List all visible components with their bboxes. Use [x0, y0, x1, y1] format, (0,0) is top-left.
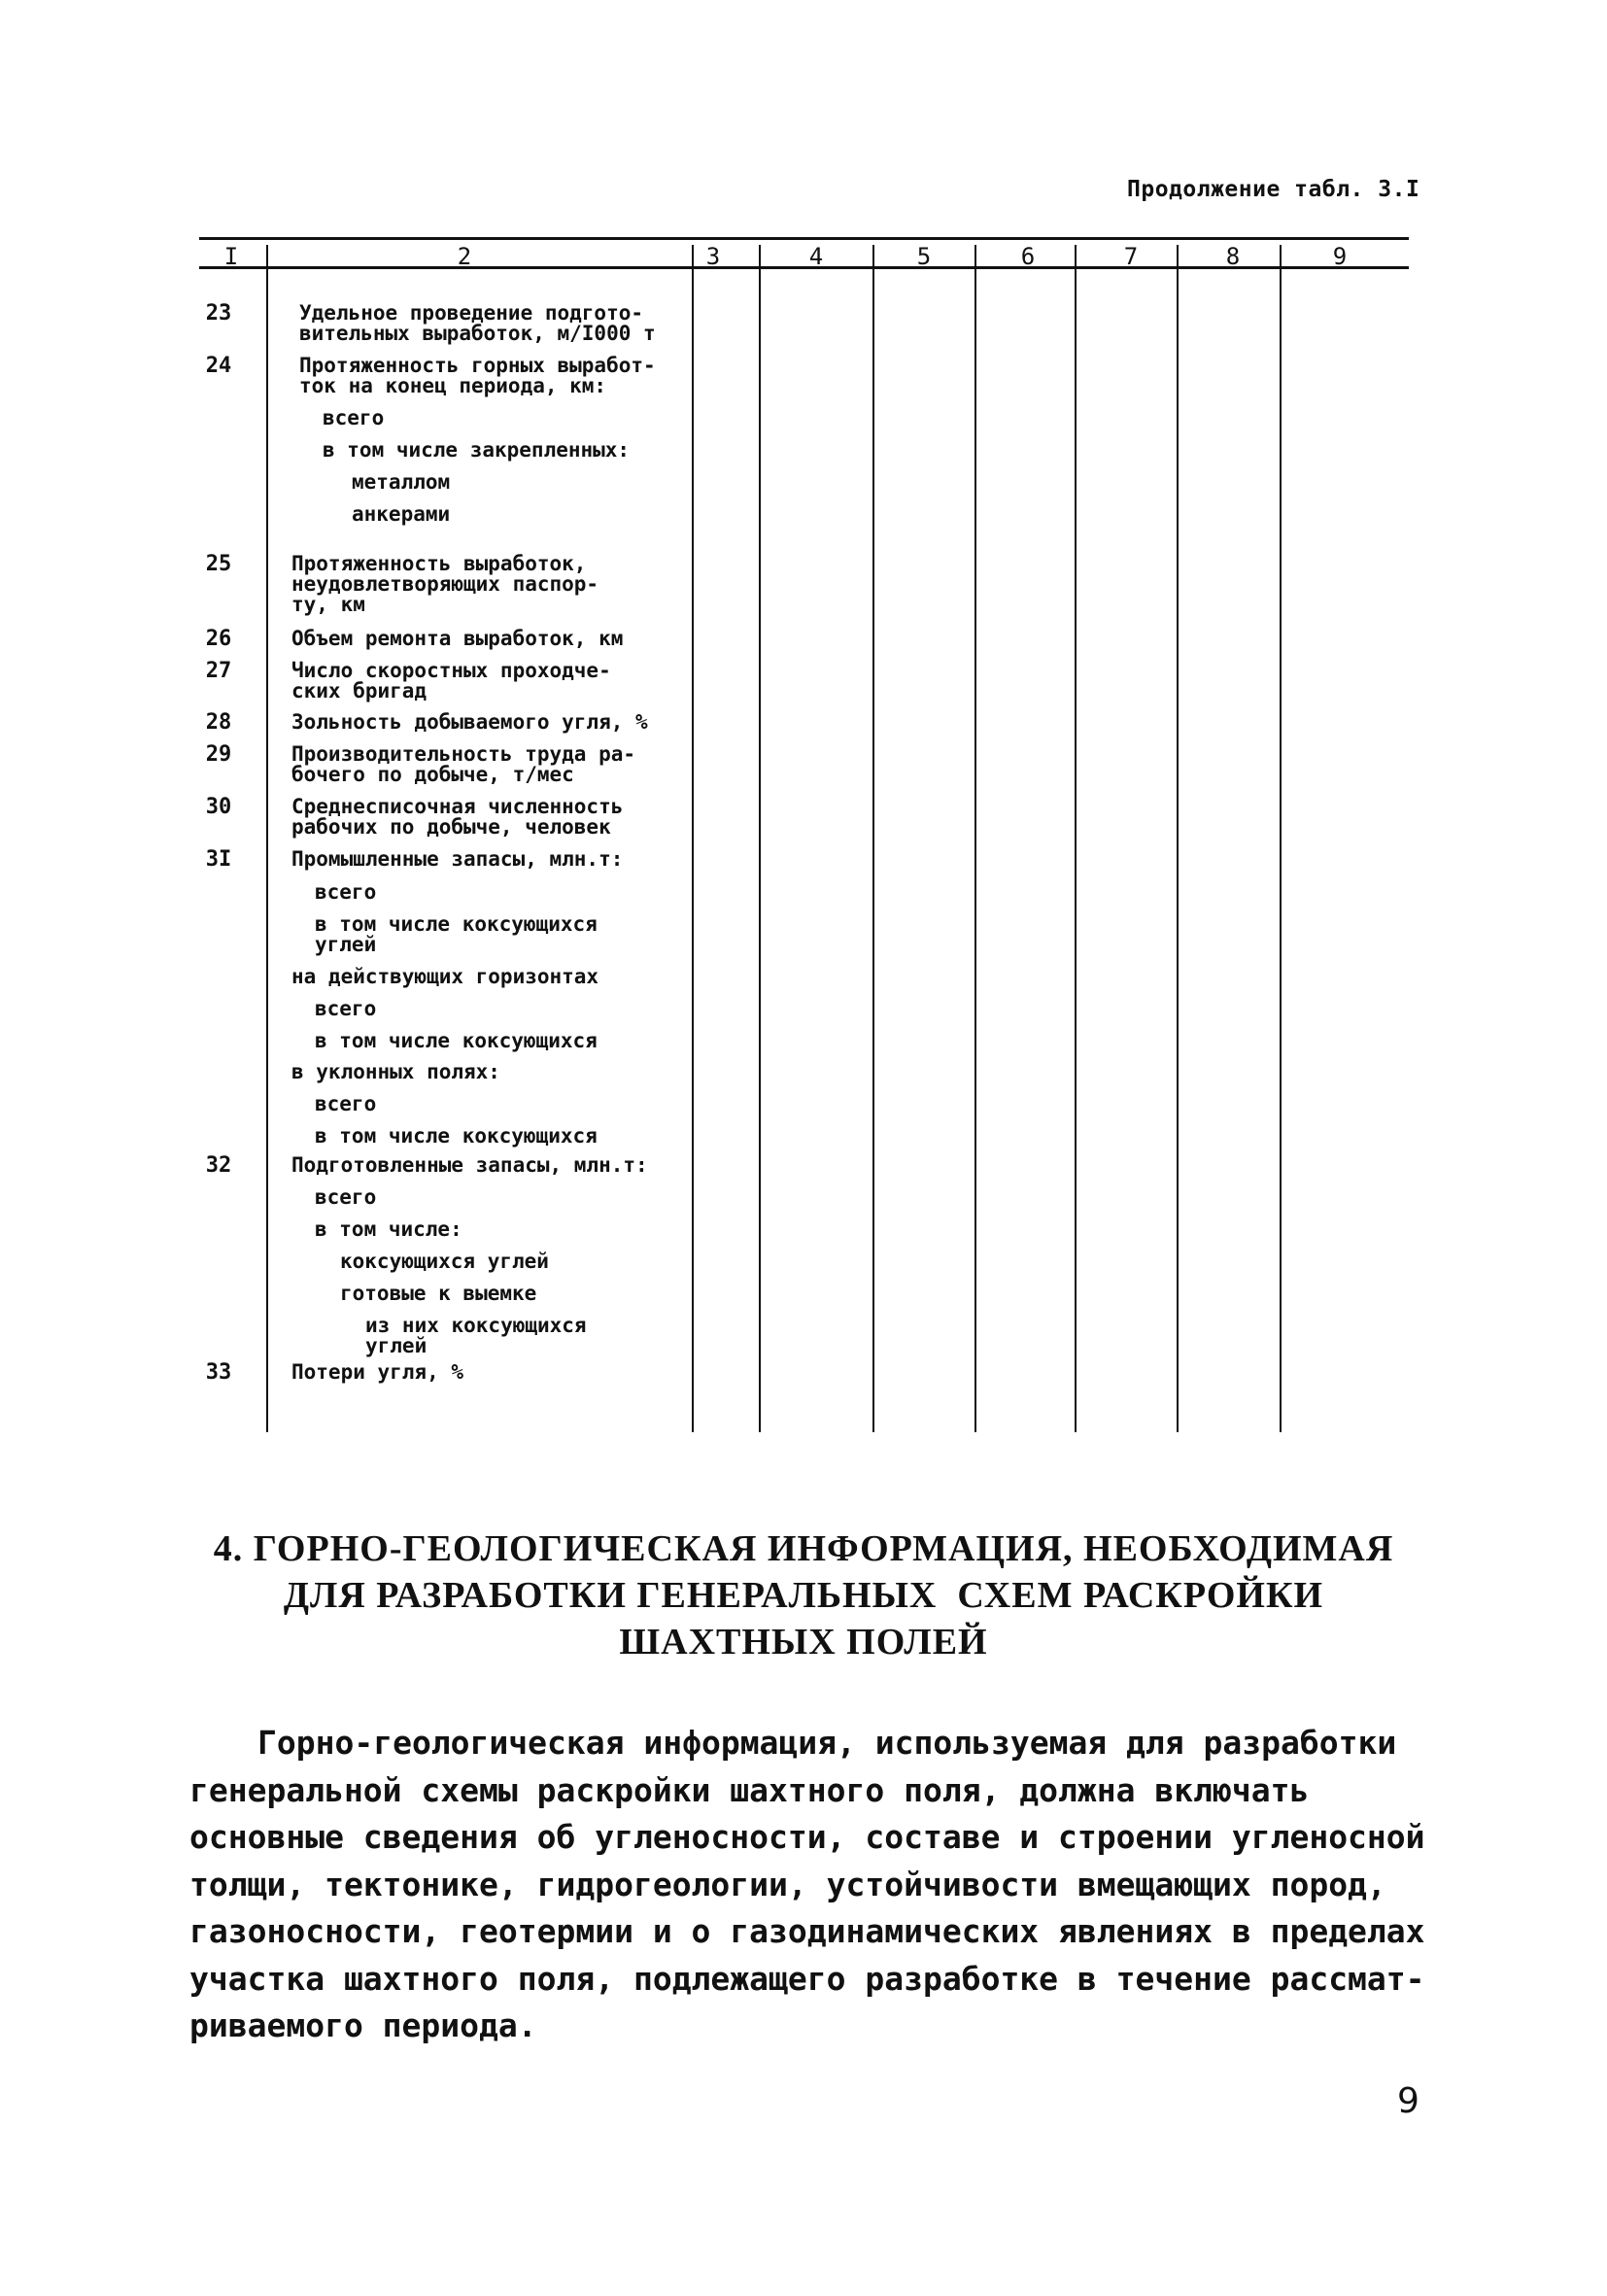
table-row-label: Протяженность выработок, неудовлетворяющих паспор- ту, км: [291, 552, 599, 616]
paragraph-line: Горно-геологическая информация, используемая для разработки: [257, 1724, 1397, 1762]
table-continuation-caption: Продолжение табл. 3.I: [1127, 177, 1420, 202]
column-header: 4: [808, 243, 824, 270]
table-row-label: Производительность труда ра- бочего по добыче, т/мес: [291, 742, 636, 786]
table-row-label: металлом: [352, 470, 451, 494]
table-row-label: Зольность добываемого угля, %: [291, 710, 648, 734]
table-row-label: Объем ремонта выработок, км: [291, 627, 624, 650]
table-row-label: Число скоростных проходче- ских бригад: [291, 659, 611, 703]
table-row-label: анкерами: [352, 502, 451, 526]
column-divider: [872, 245, 874, 1432]
row-number: 33: [205, 1360, 232, 1385]
table-row-label: в том числе закрепленных:: [323, 438, 631, 462]
table-row-label: в том числе коксующихся: [315, 1029, 598, 1052]
body-paragraph: [189, 1720, 1433, 2050]
table-row-label: всего: [315, 997, 377, 1020]
column-header: 8: [1225, 243, 1241, 270]
row-number: 24: [205, 354, 232, 378]
column-header: 6: [1020, 243, 1036, 270]
table-row-label: Подготовленные запасы, млн.т:: [291, 1153, 648, 1177]
row-number: 25: [205, 552, 232, 576]
table-row-label: в уклонных полях:: [291, 1060, 500, 1083]
column-header: 3: [705, 243, 721, 270]
table-row-label: в том числе коксующихся: [315, 1124, 598, 1148]
table-row-label: Среднесписочная численность рабочих по добыче, человек: [291, 795, 624, 839]
page-number: 9: [1397, 2081, 1419, 2121]
table-row-label: Протяженность горных выработ- ток на конец периода, км:: [299, 354, 656, 397]
paragraph-line: толщи, тектонике, гидрогеологии, устойчивости вмещающих пород,: [189, 1865, 1386, 1903]
paragraph-line: участка шахтного поля, подлежащего разработке в течение рассмат-: [189, 1959, 1425, 1998]
table-row-label: в том числе коксующихся углей: [315, 912, 598, 956]
row-number: 30: [205, 795, 232, 819]
row-number: 3I: [205, 847, 232, 872]
table-row-label: в том числе:: [315, 1217, 462, 1241]
table-row-label: всего: [315, 880, 377, 904]
paragraph-line: газоносности, геотермии и о газодинамических явлениях в пределах: [189, 1912, 1425, 1950]
table-row-label: готовые к выемке: [340, 1282, 537, 1305]
column-header: 5: [916, 243, 932, 270]
table-row-label: всего: [323, 406, 385, 429]
table-top-rule: [199, 237, 1409, 240]
table-row-label: Удельное проведение подгото- вительных выработок, м/I000 т: [299, 301, 656, 345]
column-divider: [1177, 245, 1179, 1432]
table-row-label: всего: [315, 1185, 377, 1209]
table-row-label: всего: [315, 1092, 377, 1115]
column-divider: [692, 245, 694, 1432]
table-row-label: из них коксующихся углей: [365, 1314, 587, 1357]
paragraph-line: основные сведения об угленосности, составе и строении угленосной: [189, 1818, 1425, 1856]
section-heading-line: ДЛЯ РАЗРАБОТКИ ГЕНЕРАЛЬНЫХ СХЕМ РАСКРОЙКИ: [283, 1575, 1324, 1616]
section-heading: [0, 1525, 1607, 1665]
column-header: I: [223, 243, 239, 270]
column-header: 2: [457, 243, 472, 270]
table-row-label: на действующих горизонтах: [291, 965, 599, 988]
row-number: 23: [205, 301, 232, 326]
column-header: 7: [1123, 243, 1139, 270]
row-number: 28: [205, 710, 232, 735]
column-divider: [1075, 245, 1077, 1432]
table-row-label: коксующихся углей: [340, 1250, 549, 1273]
column-divider: [974, 245, 976, 1432]
row-number: 29: [205, 742, 232, 767]
row-number: 27: [205, 659, 232, 683]
table-row-label: Промышленные запасы, млн.т:: [291, 847, 624, 871]
paragraph-line: риваемого периода.: [189, 2006, 537, 2044]
row-number: 26: [205, 627, 232, 651]
table-row-label: Потери угля, %: [291, 1360, 464, 1384]
column-divider: [1280, 245, 1282, 1432]
paragraph-line: генеральной схемы раскройки шахтного поля, должна включать: [189, 1770, 1310, 1809]
column-divider: [759, 245, 761, 1432]
column-divider: [266, 245, 268, 1432]
column-header: 9: [1332, 243, 1348, 270]
section-heading-line: 4. ГОРНО-ГЕОЛОГИЧЕСКАЯ ИНФОРМАЦИЯ, НЕОБХОДИМАЯ: [213, 1528, 1394, 1569]
row-number: 32: [205, 1153, 232, 1178]
section-heading-line: ШАХТНЫХ ПОЛЕЙ: [619, 1622, 988, 1662]
